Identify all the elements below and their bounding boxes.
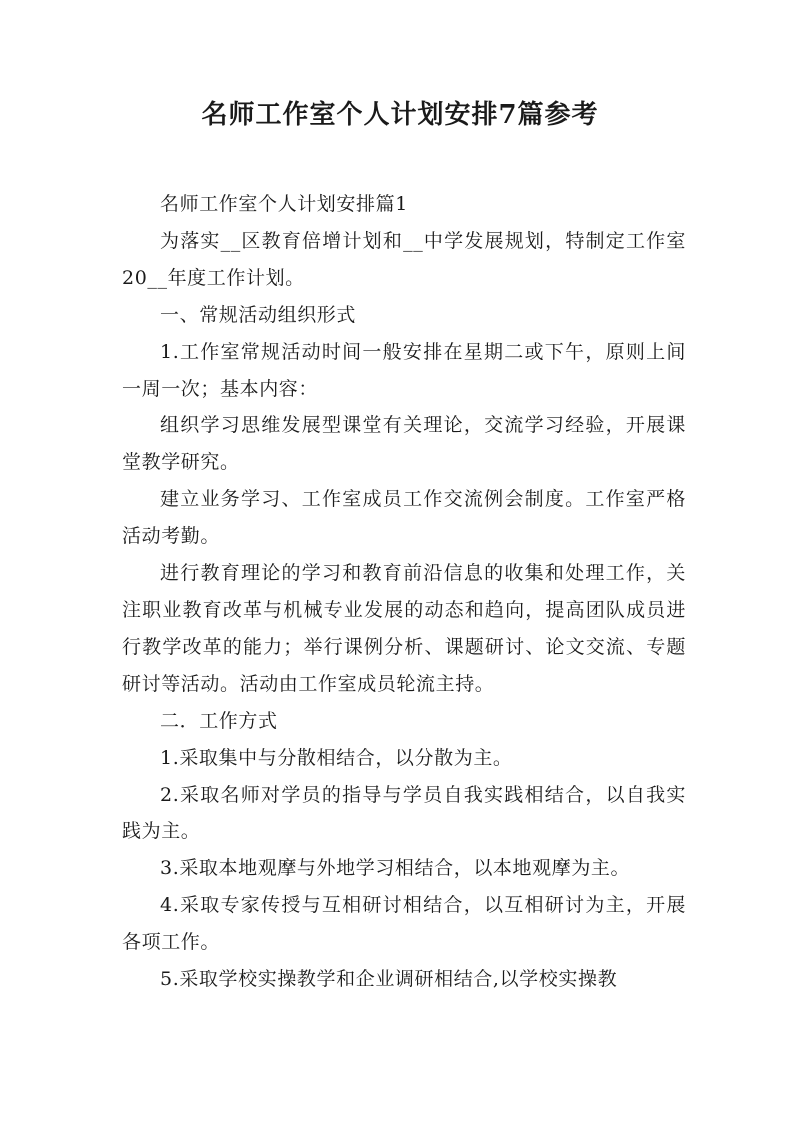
paragraph: 2.采取名师对学员的指导与学员自我实践相结合，以自我实践为主。 xyxy=(122,783,686,843)
paragraph: 5.采取学校实操教学和企业调研相结合,以学校实操教 xyxy=(160,968,618,991)
paragraph: 为落实__区教育倍增计划和__中学发展规划，特制定工作室20__年度工作计划。 xyxy=(122,229,686,289)
document-body xyxy=(122,186,686,998)
paragraph: 建立业务学习、工作室成员工作交流例会制度。工作室严格活动考勤。 xyxy=(122,488,686,548)
paragraph: 进行教育理论的学习和教育前沿信息的收集和处理工作，关注职业教育改革与机械专业发展的动态和趋向，提高团队成员进行教学改革的能力；举行课例分析、课题研讨、论文交流、专题研讨等活动。活动由工作室成员轮流主持。 xyxy=(122,562,686,695)
document-title: 名师工作室个人计划安排7篇参考 xyxy=(201,100,599,130)
section-heading: 名师工作室个人计划安排篇1 xyxy=(160,193,408,215)
paragraph: 组织学习思维发展型课堂有关理论，交流学习经验，开展课堂教学研究。 xyxy=(122,414,686,474)
paragraph: 4.采取专家传授与互相研讨相结合，以互相研讨为主，开展各项工作。 xyxy=(122,894,686,954)
section-heading: 一、常规活动组织形式 xyxy=(160,303,357,326)
paragraph: 1.工作室常规活动时间一般安排在星期二或下午，原则上间一周一次；基本内容： xyxy=(122,340,686,400)
section-heading: 二．工作方式 xyxy=(160,709,278,732)
paragraph: 1.采取集中与分散相结合，以分散为主。 xyxy=(160,746,513,769)
paragraph: 3.采取本地观摩与外地学习相结合，以本地观摩为主。 xyxy=(160,857,631,880)
